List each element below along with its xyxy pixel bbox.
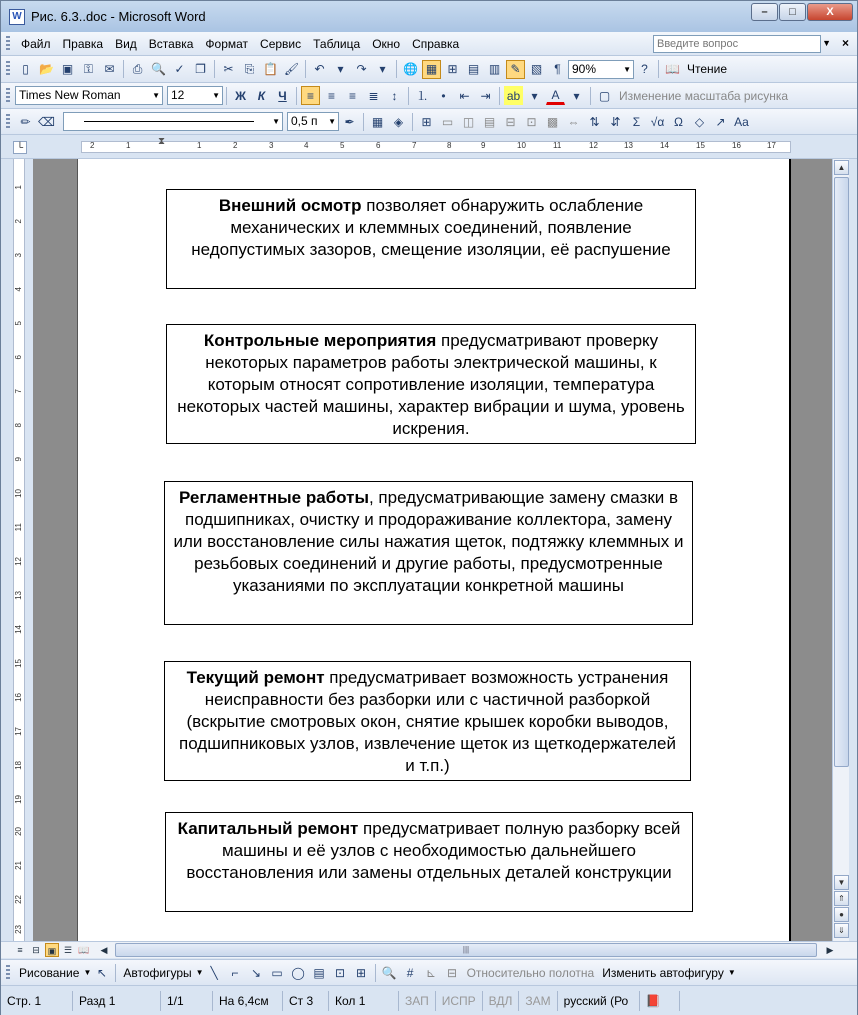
separator bbox=[412, 113, 413, 131]
browse-object-icon[interactable]: ● bbox=[834, 907, 849, 922]
box-text: позволяет обнаружить ослабление механических и клеммных соединений, появление недопустимых зазоров, смещение изоляции, её распушение bbox=[191, 196, 671, 259]
italic-button[interactable]: К bbox=[257, 88, 266, 103]
separator bbox=[115, 964, 116, 982]
size-dropdown-icon[interactable]: ▼ bbox=[212, 91, 220, 100]
justify-icon[interactable]: ≣ bbox=[368, 88, 379, 103]
indent-marker-icon[interactable]: ⧗ bbox=[158, 136, 166, 147]
select-objects-icon[interactable]: ↖ bbox=[96, 965, 107, 980]
font-name-value: Times New Roman bbox=[19, 88, 121, 102]
increase-indent-icon[interactable]: ⇥ bbox=[480, 88, 491, 103]
ruler-tick: 2 bbox=[233, 141, 238, 150]
vruler-tick: 21 bbox=[14, 861, 23, 870]
menu-table[interactable]: Таблица bbox=[313, 36, 361, 51]
vruler-tick: 12 bbox=[14, 557, 23, 566]
vertical-ruler-strip[interactable] bbox=[13, 159, 25, 941]
box-text: , предусматривающие замену смазки в подшипниках, очистку и продораживание коллектора, замену или восстановление силы нажатия щеток, подтяжку клеммных и резьбовых соединений и другие работы, предусмотренные указаниями по эксплуатации конкретной машины bbox=[173, 488, 684, 595]
line-style-preview bbox=[84, 121, 254, 122]
shading-icon[interactable]: ◈ bbox=[393, 114, 404, 129]
vruler-tick: 2 bbox=[14, 219, 23, 224]
scroll-up-icon[interactable]: ▲ bbox=[834, 160, 849, 175]
change-autoshape-menu[interactable]: Изменить автофигуру bbox=[602, 965, 724, 980]
line-icon[interactable]: ╲ bbox=[210, 965, 218, 980]
title-bar bbox=[1, 1, 857, 32]
info-box-control[interactable] bbox=[166, 324, 696, 444]
save-icon[interactable]: ▣ bbox=[61, 62, 74, 76]
textbox-icon[interactable]: ▤ bbox=[313, 965, 325, 980]
toolbar-grip[interactable] bbox=[6, 61, 10, 77]
menu-file[interactable]: Файл bbox=[21, 36, 51, 51]
rectangle-icon[interactable]: ▭ bbox=[271, 965, 283, 980]
ruler-tick: 5 bbox=[340, 141, 345, 150]
align-center-icon[interactable]: ≡ bbox=[327, 88, 335, 103]
doc-close-icon[interactable]: × bbox=[841, 36, 849, 50]
eraser-icon[interactable]: ⌫ bbox=[38, 114, 55, 129]
toolbar-grip[interactable] bbox=[6, 114, 10, 130]
distribute-rows-icon[interactable]: ⊟ bbox=[505, 114, 516, 129]
toolbar-grip[interactable] bbox=[6, 88, 10, 104]
border-color-icon[interactable]: ✒ bbox=[344, 114, 355, 129]
insert-excel-icon[interactable]: ▤ bbox=[467, 62, 480, 76]
autoformat-icon[interactable]: ▩ bbox=[546, 114, 559, 129]
underline-button[interactable]: Ч bbox=[278, 88, 287, 103]
status-ovr[interactable]: ЗАМ bbox=[519, 991, 557, 1011]
drawing-icon[interactable]: ✎ bbox=[506, 60, 525, 79]
ruler-tick: 7 bbox=[412, 141, 417, 150]
ruler-tick: 8 bbox=[447, 141, 452, 150]
menu-help[interactable]: Справка bbox=[412, 36, 460, 51]
ruler-tick: 15 bbox=[696, 141, 705, 150]
menu-insert[interactable]: Вставка bbox=[148, 36, 194, 51]
ruler-strip[interactable] bbox=[81, 136, 791, 153]
font-color-icon[interactable]: A bbox=[546, 86, 565, 105]
ruler-tick: 1 bbox=[126, 141, 131, 150]
undo-dropdown-icon[interactable]: ▾ bbox=[337, 62, 344, 76]
horizontal-scroll-thumb[interactable]: ||| bbox=[115, 943, 817, 957]
vruler-tick: 16 bbox=[14, 693, 23, 702]
ask-question-input[interactable]: Введите вопрос bbox=[653, 35, 821, 53]
menu-view[interactable]: Вид bbox=[115, 36, 137, 51]
cut-icon[interactable]: ✂ bbox=[223, 62, 234, 76]
vruler-tick: 8 bbox=[14, 423, 23, 428]
align-cell-icon[interactable]: ▤ bbox=[483, 114, 496, 129]
draw-table-icon[interactable]: ✏ bbox=[20, 114, 31, 129]
separator bbox=[499, 87, 500, 105]
menu-tools[interactable]: Сервис bbox=[260, 36, 302, 51]
ruler-tick: 9 bbox=[481, 141, 486, 150]
font-dropdown-icon[interactable]: ▼ bbox=[152, 91, 160, 100]
align-right-icon[interactable]: ≡ bbox=[348, 88, 356, 103]
scroll-left-icon[interactable]: ◀ bbox=[100, 945, 108, 955]
box-text: предусматривает возможность устранения неисправности без разборки или с частичной разборкой (вскрытие смотровых окон, снятие крышек коробки выводов, подшипниковых узлов, извлечение щеток из щеткодержателей и т.п.) bbox=[179, 668, 676, 775]
autosum-icon[interactable]: Σ bbox=[632, 114, 641, 129]
ruler-tick: 13 bbox=[624, 141, 633, 150]
box-title: Внешний осмотр bbox=[218, 196, 362, 215]
decrease-indent-icon[interactable]: ⇤ bbox=[459, 88, 470, 103]
separator bbox=[305, 60, 306, 78]
separator bbox=[296, 87, 297, 105]
ruler-tick: 16 bbox=[732, 141, 741, 150]
autofit-icon[interactable]: ⇔ bbox=[567, 114, 580, 129]
sort-icon[interactable]: ⇵ bbox=[610, 114, 621, 129]
format-painter-icon[interactable]: 🖌 bbox=[283, 62, 300, 76]
status-at: На 6,4см bbox=[213, 991, 283, 1011]
paste-icon[interactable]: 📋 bbox=[263, 62, 278, 76]
zoom-select[interactable] bbox=[568, 60, 634, 79]
document-workspace bbox=[33, 159, 832, 941]
zoom-value: 90% bbox=[572, 61, 597, 76]
font-name-select[interactable] bbox=[15, 86, 163, 105]
autoshapes-menu[interactable]: Автофигуры bbox=[123, 965, 192, 980]
close-button[interactable]: X bbox=[807, 3, 853, 21]
line-style-dropdown-icon[interactable]: ▼ bbox=[272, 117, 280, 126]
align-icon[interactable]: ⊟ bbox=[447, 965, 458, 980]
tables-borders-icon[interactable]: ▦ bbox=[422, 60, 441, 79]
picture-scale-label[interactable]: Изменение масштаба рисунка bbox=[619, 88, 789, 103]
vertical-scrollbar[interactable] bbox=[832, 159, 849, 941]
ask-dropdown-icon[interactable]: ▼ bbox=[822, 38, 831, 48]
menu-bar bbox=[1, 32, 857, 56]
bullets-icon[interactable]: • bbox=[441, 88, 446, 103]
document-map-icon[interactable]: ▧ bbox=[530, 62, 543, 76]
zoom-dropdown-icon[interactable]: ▼ bbox=[623, 64, 631, 74]
toolbar-grip[interactable] bbox=[6, 36, 10, 52]
font-color-dropdown-icon[interactable]: ▾ bbox=[573, 88, 580, 103]
separator bbox=[408, 87, 409, 105]
vruler-tick: 3 bbox=[14, 253, 23, 258]
info-box-maintenance[interactable] bbox=[164, 481, 693, 625]
line-weight-value: 0,5 п bbox=[291, 114, 318, 128]
separator bbox=[226, 87, 227, 105]
vertical-scroll-thumb[interactable] bbox=[834, 177, 849, 767]
copy-icon[interactable]: ⎘ bbox=[244, 61, 255, 76]
open-folder-icon[interactable]: 📂 bbox=[39, 62, 54, 76]
status-page: Стр. 1 bbox=[1, 991, 73, 1011]
separator bbox=[658, 60, 659, 78]
arrows-icon[interactable]: ↗ bbox=[715, 114, 726, 129]
connector-icon[interactable]: ⌐ bbox=[231, 965, 239, 980]
ruler-tick: 3 bbox=[269, 141, 274, 150]
vertical-ruler bbox=[1, 159, 33, 941]
change-shape-dropdown-icon[interactable]: ▼ bbox=[727, 968, 736, 977]
spelling-status-icon[interactable]: 📕 bbox=[640, 991, 680, 1011]
status-ext[interactable]: ВДЛ bbox=[483, 991, 520, 1011]
status-rec[interactable]: ЗАП bbox=[399, 991, 436, 1011]
formatting-toolbar bbox=[1, 83, 857, 109]
print-preview-icon[interactable]: 🔍 bbox=[151, 62, 166, 76]
text-style-icon[interactable]: Aa bbox=[734, 114, 749, 129]
ruler-tick: 11 bbox=[553, 141, 562, 150]
window-title: Рис. 6.3..doc - Microsoft Word bbox=[31, 9, 206, 24]
reading-button[interactable]: Чтение bbox=[687, 62, 728, 76]
vruler-tick: 20 bbox=[14, 827, 23, 836]
drawing-menu[interactable]: Рисование bbox=[19, 965, 80, 980]
print-icon[interactable]: ⎙ bbox=[132, 61, 143, 76]
read-icon[interactable]: 📖 bbox=[665, 62, 680, 76]
outline-view-icon[interactable]: ☰ bbox=[63, 945, 73, 955]
ruler-tick: 17 bbox=[767, 141, 776, 150]
word-icon[interactable]: W bbox=[9, 9, 25, 25]
vruler-tick: 10 bbox=[14, 489, 23, 498]
ruler-tick: 14 bbox=[660, 141, 669, 150]
status-bar bbox=[1, 985, 857, 1015]
status-pages: 1/1 bbox=[161, 991, 213, 1011]
picture-scale-icon[interactable]: ▢ bbox=[598, 88, 611, 103]
vruler-tick: 22 bbox=[14, 895, 23, 904]
help-icon[interactable]: ? bbox=[641, 62, 648, 76]
align-left-icon[interactable]: ≡ bbox=[301, 86, 320, 105]
separator bbox=[363, 113, 364, 131]
ruler-tick: 4 bbox=[304, 141, 309, 150]
status-trk[interactable]: ИСПР bbox=[436, 991, 483, 1011]
font-size-value: 12 bbox=[171, 88, 185, 102]
normal-view-icon[interactable]: ≡ bbox=[17, 945, 23, 955]
vruler-tick: 5 bbox=[14, 321, 23, 326]
tables-borders-toolbar bbox=[1, 109, 857, 135]
vruler-tick: 14 bbox=[14, 625, 23, 634]
zoom-canvas-icon[interactable]: 🔍 bbox=[381, 965, 397, 980]
hyperlink-icon[interactable]: 🌐 bbox=[403, 62, 418, 76]
redo-icon[interactable]: ↷ bbox=[356, 62, 367, 76]
symbol-icon[interactable]: Ω bbox=[674, 114, 683, 129]
status-language[interactable]: русский (Ро bbox=[558, 991, 640, 1011]
box-text: предусматривают проверку некоторых параметров работы электрической машины, к которым относят сопротивление изоляции, температура некоторых частей машины, характер вибрации и шума, уровень искрения. bbox=[177, 331, 685, 438]
redo-dropdown-icon[interactable]: ▾ bbox=[379, 62, 386, 76]
toolbar-grip[interactable] bbox=[6, 965, 10, 981]
ruler-tick: 6 bbox=[376, 141, 381, 150]
vruler-tick: 4 bbox=[14, 287, 23, 292]
box-title: Капитальный ремонт bbox=[177, 819, 359, 838]
insert-table-grid-icon[interactable]: ⊞ bbox=[421, 114, 432, 129]
vruler-tick: 23 bbox=[14, 925, 23, 934]
fill-icon[interactable]: ◇ bbox=[694, 114, 705, 129]
spelling-icon[interactable]: ✓ bbox=[174, 62, 185, 76]
box-title: Текущий ремонт bbox=[186, 668, 325, 687]
scroll-down-icon[interactable]: ▼ bbox=[834, 875, 849, 890]
ruler-tick: 12 bbox=[589, 141, 598, 150]
menu-format[interactable]: Формат bbox=[205, 36, 249, 51]
info-box-overhaul[interactable] bbox=[165, 812, 693, 912]
highlight-dropdown-icon[interactable]: ▾ bbox=[531, 88, 538, 103]
ruler-tick: 1 bbox=[197, 141, 202, 150]
menu-window[interactable]: Окно bbox=[372, 36, 401, 51]
status-column: Кол 1 bbox=[329, 991, 399, 1011]
vruler-tick: 15 bbox=[14, 659, 23, 668]
nudge-icon[interactable]: ⊾ bbox=[426, 965, 437, 980]
relative-to-canvas[interactable]: Относительно полотна bbox=[466, 965, 595, 980]
maximize-button[interactable]: □ bbox=[779, 3, 806, 21]
separator bbox=[375, 964, 376, 982]
reading-view-icon[interactable]: 📖 bbox=[78, 945, 90, 955]
arrow-icon[interactable]: ↘ bbox=[251, 965, 262, 980]
vruler-tick: 9 bbox=[14, 457, 23, 462]
minimize-button[interactable]: – bbox=[751, 3, 778, 21]
next-page-icon[interactable]: ⇓ bbox=[834, 923, 849, 938]
vruler-tick: 7 bbox=[14, 389, 23, 394]
undo-icon[interactable]: ↶ bbox=[314, 62, 325, 76]
info-box-current-repair[interactable] bbox=[164, 661, 691, 781]
info-box-inspection[interactable] bbox=[166, 189, 696, 289]
status-section: Разд 1 bbox=[73, 991, 161, 1011]
show-hide-icon[interactable]: ¶ bbox=[554, 62, 561, 76]
tab-selector[interactable]: └ bbox=[13, 141, 27, 154]
merge-cells-icon[interactable]: ▭ bbox=[441, 114, 454, 129]
equation-icon[interactable]: √α bbox=[650, 114, 665, 129]
ruler-tick: 10 bbox=[517, 141, 526, 150]
autoshapes-dropdown-icon[interactable]: ▼ bbox=[195, 968, 204, 977]
vruler-tick: 11 bbox=[14, 523, 23, 532]
permission-icon[interactable]: ⚿ bbox=[83, 61, 94, 76]
separator bbox=[123, 60, 124, 78]
line-weight-dropdown-icon[interactable]: ▼ bbox=[328, 117, 336, 126]
borders-icon[interactable]: ▦ bbox=[371, 114, 384, 129]
expand-icon[interactable]: ⊞ bbox=[356, 965, 367, 980]
split-cells-icon[interactable]: ◫ bbox=[462, 114, 475, 129]
horizontal-ruler bbox=[1, 135, 857, 159]
grid-icon[interactable]: # bbox=[406, 965, 414, 980]
email-icon[interactable]: ✉ bbox=[104, 62, 115, 76]
vruler-tick: 13 bbox=[14, 591, 23, 600]
new-document-icon[interactable]: ▯ bbox=[22, 62, 29, 76]
horizontal-scroll-row bbox=[1, 941, 857, 958]
box-title: Контрольные мероприятия bbox=[203, 331, 437, 350]
standard-toolbar bbox=[1, 56, 857, 83]
research-icon[interactable]: ❐ bbox=[195, 62, 206, 76]
separator bbox=[214, 60, 215, 78]
web-view-icon[interactable]: ⊟ bbox=[32, 945, 40, 955]
drawing-dropdown-icon[interactable]: ▼ bbox=[83, 968, 92, 977]
print-layout-icon[interactable]: ▣ bbox=[45, 943, 59, 957]
vruler-tick: 19 bbox=[14, 795, 23, 804]
canvas-icon[interactable]: ⊡ bbox=[335, 965, 346, 980]
document-page[interactable] bbox=[77, 159, 791, 941]
ruler-tick: 2 bbox=[90, 141, 95, 150]
line-spacing-icon[interactable]: ↕ bbox=[391, 88, 398, 103]
line-weight-select[interactable] bbox=[287, 112, 339, 131]
prev-page-icon[interactable]: ⇑ bbox=[834, 891, 849, 906]
menu-edit[interactable]: Правка bbox=[62, 36, 104, 51]
text-direction-icon[interactable]: ⇅ bbox=[589, 114, 600, 129]
vruler-tick: 17 bbox=[14, 727, 23, 736]
columns-icon[interactable]: ▥ bbox=[488, 62, 501, 76]
numbering-icon[interactable]: ⒈ bbox=[416, 89, 429, 103]
separator bbox=[396, 60, 397, 78]
separator bbox=[590, 87, 591, 105]
highlight-icon[interactable]: ab bbox=[504, 86, 523, 105]
distribute-cols-icon[interactable]: ⊡ bbox=[526, 114, 537, 129]
font-size-select[interactable] bbox=[167, 86, 223, 105]
drawing-toolbar bbox=[1, 959, 857, 985]
insert-table-icon[interactable]: ⊞ bbox=[447, 62, 458, 76]
line-style-select[interactable] bbox=[63, 112, 283, 131]
box-text: предусматривает полную разборку всей машины и её узлов с необходимостью дальнейшего восстановления или замены отдельных деталей конструкции bbox=[186, 819, 681, 882]
oval-icon[interactable]: ◯ bbox=[291, 965, 305, 980]
vruler-tick: 6 bbox=[14, 355, 23, 360]
scroll-right-icon[interactable]: ▶ bbox=[826, 945, 834, 955]
vruler-tick: 18 bbox=[14, 761, 23, 770]
bold-button[interactable]: Ж bbox=[235, 88, 246, 103]
box-title: Регламентные работы bbox=[178, 488, 369, 507]
vruler-tick: 1 bbox=[14, 185, 23, 190]
status-line: Ст 3 bbox=[283, 991, 329, 1011]
